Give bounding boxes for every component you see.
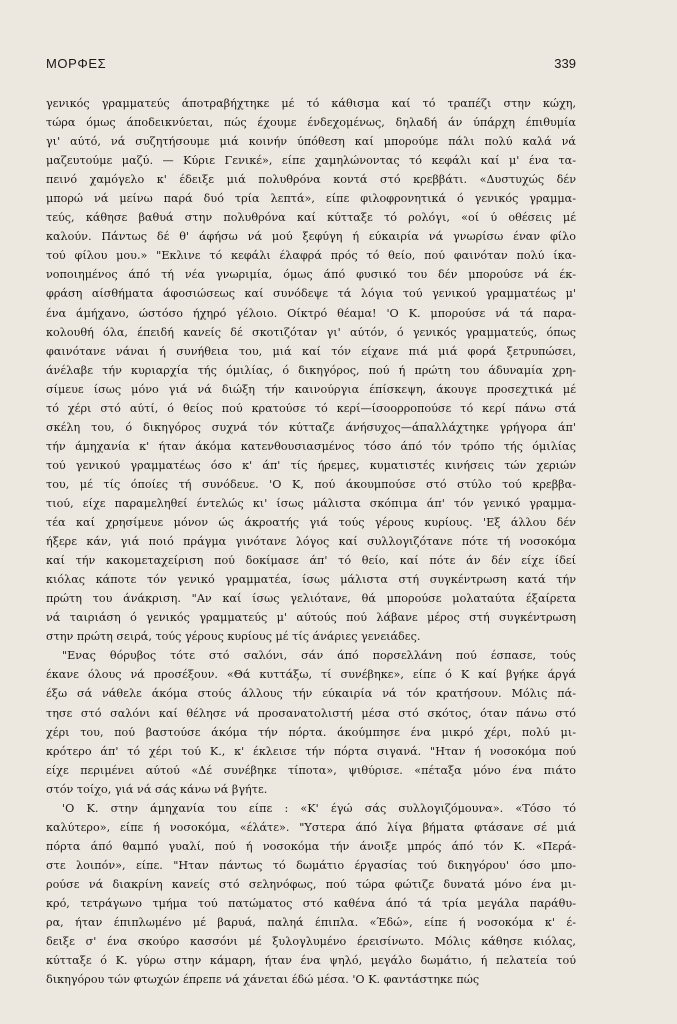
text-line: του, μέ τίς όποίες τή συνόδευε. 'Ο Κ, πού άκουμπούσε στό στύλο τού κρεββα- bbox=[46, 477, 576, 491]
paragraph bbox=[46, 94, 576, 646]
text-line: τέα καί χρησίμευε μόνον ώς άκροατής γιά τούς γέρους κυρίους. 'Εξ άλλου δέν bbox=[46, 516, 576, 530]
text-line: πόρτα άπό θαμπό γυαλί, πού ή νοσοκόμα τήν άνοιξε μπρός άπό τόν Κ. «Περά- bbox=[46, 839, 576, 853]
text-line: ένα άμήχανο, ώστόσο ήχηρό γέλοιο. Οίκτρό θέαμα! 'Ο Κ. μπορούσε νά τά παρα- bbox=[46, 306, 576, 320]
text-line: 'Ο Κ. στην άμηχανία του είπε : «Κ' έγώ σάς συλλογιζόμουνα». «Τόσο τό bbox=[62, 801, 576, 815]
text-line: φράση αίσθήματα άφοσιώσεως καί συνόδεψε τά λόγια τού γενικού γραμματέως μ' bbox=[46, 287, 576, 301]
text-line: νά ταιριάση ό γενικός γραμματεύς μ' αύτούς πού λάβανε μέρος στή συγκέντρωση bbox=[46, 611, 576, 625]
text-line: σίμευε ίσως μόνο γιά νά διώξη τήν καινούργια έπίσκεψη, άκουγε προσεχτικά μέ bbox=[46, 382, 576, 396]
text-line: κρότερο άπ' τό χέρι τού Κ., κ' έκλεισε τήν πόρτα σιγανά. "Ηταν ή νοσοκόμα πού bbox=[46, 744, 576, 758]
text-line: γι' αύτό, νά συζητήσουμε μιά κοινήν ύπόθεση καί μπορούμε πάλι πολύ καλά νά bbox=[46, 135, 576, 149]
text-line: δικηγόρου τών φτωχών έπρεπε νά χάνεται έδώ μέσα. 'Ο Κ. φαντάστηκε πώς bbox=[46, 973, 480, 987]
text-line: τιού, είχε παραμεληθεί έντελώς κι' ίσως μάλιστα σκόπιμα άπ' τόν γενικό γραμμα- bbox=[46, 496, 576, 510]
text-body bbox=[46, 94, 576, 989]
text-line: χέρι του, πού βαστούσε άκόμα τήν πόρτα. άκούμπησε ένα μικρό χέρι, πολύ μι- bbox=[46, 725, 576, 739]
journal-title: ΜΟΡΦΕΣ bbox=[46, 56, 107, 71]
text-line: κύτταξε ό Κ. γύρω στην κάμαρη, ήταν ένα ψηλό, μεγάλο δωμάτιο, ή πελατεία τού bbox=[46, 954, 576, 968]
text-line: ρα, ήταν έπιπλωμένο μέ βαρυά, παληά έπιπλα. «Έδώ», είπε ή νοσοκόμα κ' έ- bbox=[46, 916, 576, 930]
text-line: έξω σά νάθελε άκόμα στούς άλλους τήν εύκαιρία νά τόν κρατήσουν. Μόλις πά- bbox=[46, 687, 576, 701]
text-line: είχε περιμένει αύτού «Δέ συνέβηκε τίποτα», ψιθύρισε. «πέταξα μόνο ένα πιάτο bbox=[46, 763, 576, 777]
text-line: τού φίλου μου.» "Εκλινε τό κεφάλι έλαφρά πρός τό θείο, πού φαινόταν πολύ ίκα- bbox=[46, 249, 576, 263]
text-line: τεύς, κάθησε βαθυά στην πολυθρόνα καί κύτταξε τό ρολόγι, «οί ύ οθέσεις μέ bbox=[46, 211, 576, 225]
text-line: άνέλαβε τήν κυριαρχία τής όμιλίας, ό δικηγόρος, πού ή πρώτη του άδυναμία χρη- bbox=[46, 363, 576, 377]
text-line: τού γενικού γραμματέως όσο κ' άπ' τίς ήρεμες, κυματιστές κινήσεις τών χεριών bbox=[46, 458, 576, 472]
running-head bbox=[46, 56, 576, 76]
text-line: τό χέρι στό αύτί, ό θείος πού κρατούσε τό κερί—ίσοορροπούσε τό κερί πάνω στά bbox=[46, 401, 576, 415]
text-line: κρό, τετράγωνο τμήμα τού πατώματος στό καθένα άπό τά τρία μεγάλα παράθυ- bbox=[46, 896, 576, 910]
text-line: νοποιημένος άπό τή νέα γνωριμία, όμως άπό φυσικό του δέν μπορούσε νά έκ- bbox=[46, 268, 576, 282]
text-line: πρώτη του άνάκριση. "Αν καί ίσως γελιότανε, θά μπορούσε μολαταύτα έξαίρετα bbox=[46, 592, 576, 606]
text-line: έκανε όλους νά προσέξουν. «Θά κυττάξω, τί συνέβηκε», είπε ό Κ καί βγήκε άργά bbox=[46, 668, 576, 682]
paragraph bbox=[46, 799, 576, 989]
text-line: κιόλας κάποτε τόν γενικό γραμματέα, ίσως μάλιστα στή συγκέντρωση κατά τήν bbox=[46, 573, 576, 587]
text-line: μπορώ νά μείνω παρά δυό τρία λεπτά», είπε φιλοφρονητικά ό γενικός γραμμα- bbox=[46, 192, 576, 206]
text-line: ρούσε νά διακρίνη κανείς στό σεληνόφως, πού τώρα φώτιζε δυνατά μόνο ένα μι- bbox=[46, 877, 576, 891]
page-number: 339 bbox=[554, 56, 576, 71]
text-line: σκέλη του, ό δικηγόρος συχνά τόν κύτταζε άνήσυχος—άπαλλάχτηκε γρήγορα άπ' bbox=[46, 420, 576, 434]
text-line: καί τήν κακομεταχείριση πού δοκίμασε άπ' τό θείο, καί πότε άν δέν είχε ίδεί bbox=[46, 554, 576, 568]
text-line: ήξερε κάν, γιά ποιό πράγμα γινότανε λόγος καί συλλογιζότανε πότε τή νοσοκόμα bbox=[46, 535, 576, 549]
text-line: πεινό χαμόγελο κ' έδειξε μιά πολυθρόνα κοντά στό κρεββάτι. «Δυστυχώς δέν bbox=[46, 173, 576, 187]
text-line: κολουθή όλα, έπειδή κανείς δέ σκοτιζόταν γι' αύτόν, ό γενικός γραμματεύς, όπως bbox=[46, 325, 576, 339]
text-line: τώρα όμως άποδεικνύεται, πώς έχουμε ένδεχομένως, δηλαδή άν ύπάρχη έπιθυμία bbox=[46, 116, 576, 130]
text-line: δειξε σ' ένα σκούρο κασσόνι μέ ξυλογλυμένο έρεισίνωτο. Μόλις κάθησε κιόλας, bbox=[46, 935, 576, 949]
text-line: τήν άμηχανία κ' ήταν άκόμα κατενθουσιασμένος τόσο άπό τόν τρόπο τής όμιλίας bbox=[46, 439, 576, 453]
text-line: γενικός γραμματεύς άποτραβήχτηκε μέ τό κάθισμα καί τό τραπέζι στην κώχη, bbox=[46, 97, 576, 110]
text-line: στην πρώτη σειρά, τούς γέρους κυρίους μέ τίς άνάριες γενειάδες. bbox=[46, 630, 421, 644]
text-line: καλύτερο», είπε ή νοσοκόμα, «έλάτε». "Υστερα άπό λίγα βήματα φτάσανε σέ μιά bbox=[46, 820, 576, 834]
text-line: στόν τοίχο, γιά νά σάς κάνω νά βγήτε. bbox=[46, 782, 268, 796]
text-line: καλούν. Πάντως δέ θ' άφήσω νά μού ξεφύγη ή εύκαιρία νά γνωρίσω έναν φίλο bbox=[46, 230, 576, 244]
text-line: "Ενας θόρυβος τότε στό σαλόνι, σάν άπό πορσελλάνη πού έσπασε, τούς bbox=[62, 649, 576, 663]
text-line: φαινότανε νάναι ή συνήθεια του, μιά καί τόν είχανε πιά μιά φορά ξετρυπώσει, bbox=[46, 344, 576, 358]
text-line: μαζευτούμε μαζύ. — Κύριε Γενικέ», είπε χαμηλώνοντας τό κεφάλι καί μ' ένα τα- bbox=[46, 154, 576, 168]
paragraph bbox=[46, 646, 576, 798]
text-line: στε λοιπόν», είπε. "Ηταν πάντως τό δωμάτιο έργασίας τού δικηγόρου' όσο μπο- bbox=[46, 858, 576, 872]
text-line: τησε στό σαλόνι καί θέλησε νά προσανατολιστή μέσα στό σκότος, όταν πάνω στό bbox=[46, 706, 576, 720]
